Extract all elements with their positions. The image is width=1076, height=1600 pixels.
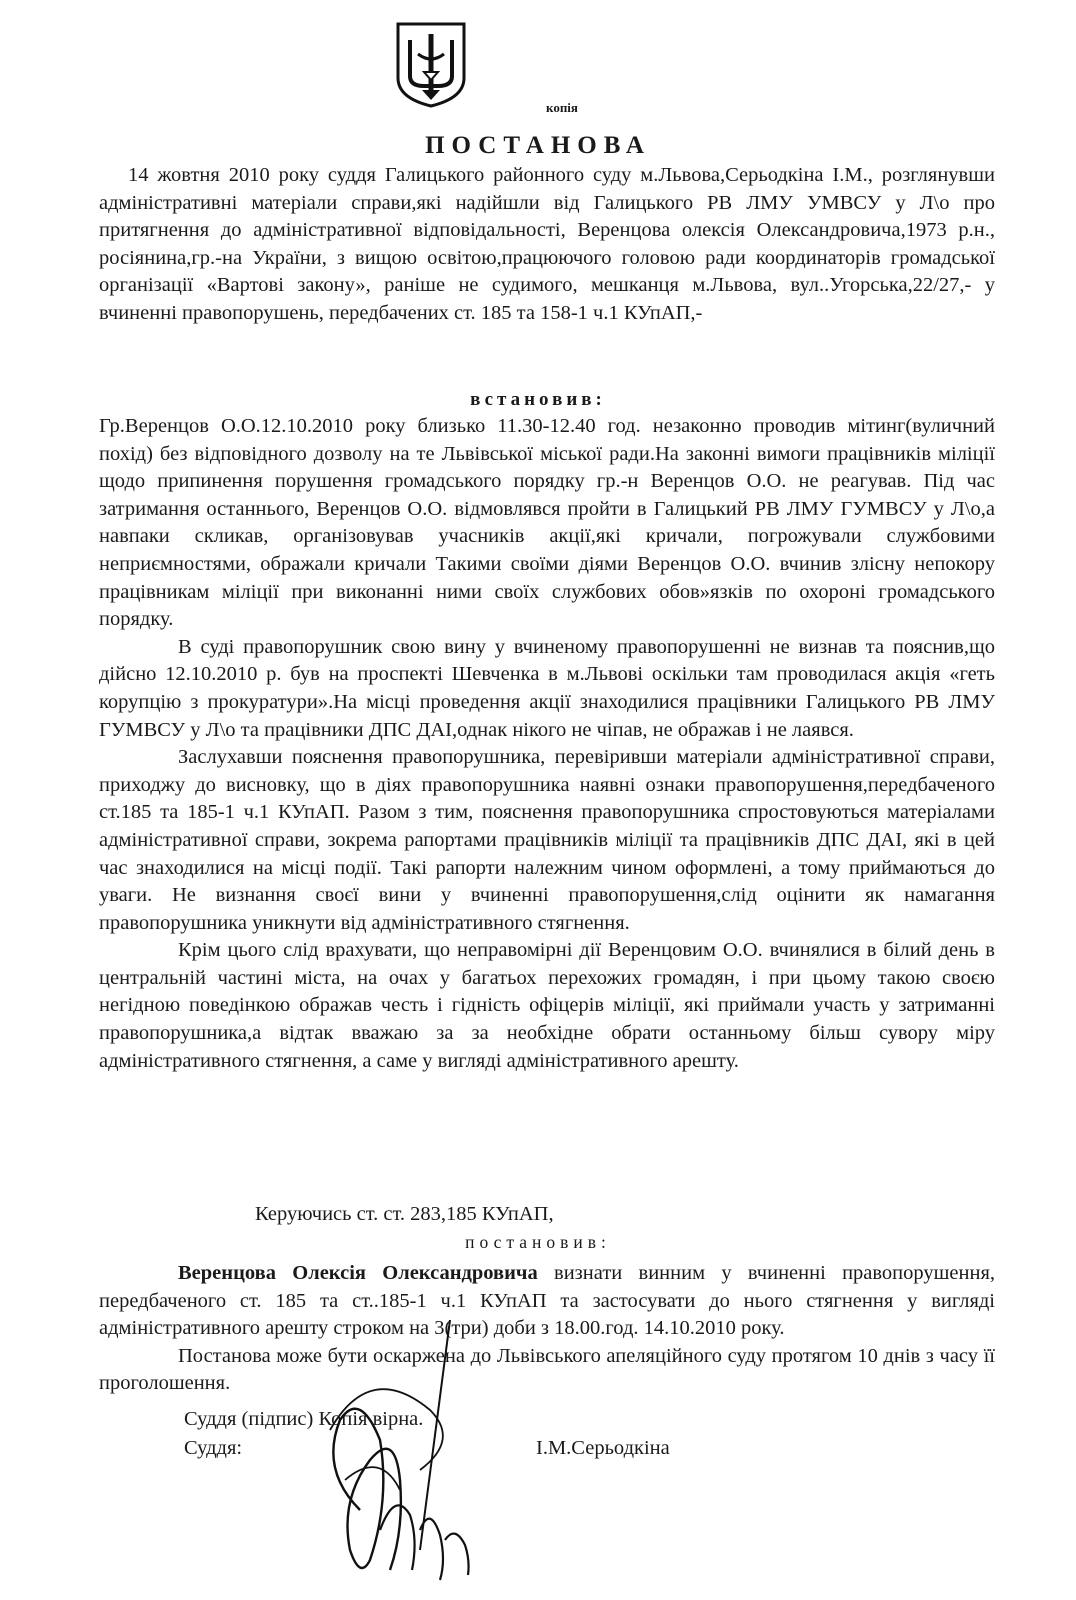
resolved-text: визнати винним у вчиненні правопорушення, передбаченого ст. 185 та ст..185-1 ч.1 КУпАП та застосувати до нього стягнення у вигляді адміністративного арешту строком на 3(три) доби з 18.00.год. 14.10.2010 року. bbox=[99, 1262, 996, 1340]
guided-by-line: Керуючись ст. ст. 283,185 КУпАП, bbox=[255, 1203, 554, 1225]
established-body bbox=[99, 413, 995, 1075]
intro-text: 14 жовтня 2010 року суддя Галицького районного суду м.Львова,Серьодкіна І.М., розглянувши адміністративні матеріали справи,які надійшли від Галицького РВ ЛМУ УМВСУ у Л\о про притягнення до адміністративної відповідальності, Веренцова олексія Олександровича,1973 р.н., росіянина,гр.-на України, з вищою освітою,працюючого головою ради координаторів громадської організації «Вартові закону», раніше не судимого, мешканця м.Львова, вул..Угорська,22/27,- у вчиненні правопорушень, передбачених ст. 185 та 158-1 ч.1 КУпАП,- bbox=[99, 164, 995, 324]
copy-mark: копія bbox=[546, 100, 578, 115]
resolved-heading: постановив: bbox=[465, 1232, 611, 1252]
established-paragraph-1: Гр.Веренцов О.О.12.10.2010 року близько 11.30-12.40 год. незаконно проводив мітинг(вуличний похід) без відповідного дозволу на те Львівської міської ради.На законні вимоги працівників міліції щодо припинення порушення громадського порядку гр.-н Веренцов О.О. не реагував. Під час затримання останнього, Веренцов О.О. відмовлявся пройти в Галицький РВ ЛМУ ГУМВСУ у Л\о,а навпаки скликав, організовував учасників акції,які кричали, погрожували службовими неприємностями, ображали кричали Такими своїми діями Веренцов О.О. вчинив злісну непокору працівникам міліції при виконанні ними своїх службових обов»язків по охороні громадського порядку. bbox=[99, 415, 995, 631]
judge-label: Суддя: bbox=[184, 1437, 243, 1459]
resolved-body bbox=[99, 1260, 995, 1398]
trident-coat-of-arms-icon bbox=[394, 20, 468, 108]
offender-name: Веренцова Олексія Олександровича bbox=[178, 1262, 538, 1284]
judge-name: І.М.Серьодкіна bbox=[536, 1437, 670, 1459]
copy-verified-line: Суддя (підпис) Копія вірна. bbox=[184, 1408, 424, 1430]
document-title: ПОСТАНОВА bbox=[425, 132, 651, 159]
appeal-paragraph: Постанова може бути оскаржена до Львівського апеляційного суду протягом 10 днів з часу її проголошення. bbox=[99, 1344, 995, 1395]
intro-paragraph bbox=[99, 162, 995, 328]
established-paragraph-3: Заслухавши пояснення правопорушника, перевіривши матеріали адміністративної справи, приходжу до висновку, що в діях правопорушника наявні ознаки правопорушення,передбаченого ст.185 та 185-1 ч.1 КУпАП. Разом з тим, пояснення правопорушника спростовуються матеріалами адміністративної справи, зокрема рапортами працівників міліції та працівників ДПС ДАІ, які в цей час знаходилися на місці події. Такі рапорти належним чином оформлені, а тому приймаються до уваги. Не визнання своєї вини у вчиненні правопорушення,слід оцінити як намагання правопорушника уникнути від адміністративного стягнення. bbox=[99, 746, 995, 934]
established-paragraph-4: Крім цього слід врахувати, що неправомірні дії Веренцовим О.О. вчинялися в білий день в центральній частині міста, на очах у багатьох перехожих громадян, і при цьому такою своєю негідною поведінкою ображав честь і гідність офіцерів міліції, які приймали участь у затриманні правопорушника,а відтак вважаю за за необхідне обрати останньому більш сувору міру адміністративного стягнення, а саме у вигляді адміністративного арешту. bbox=[99, 939, 995, 1072]
handwritten-signature-icon bbox=[300, 1300, 490, 1590]
established-paragraph-2: В суді правопорушник свою вину у вчиненому правопорушенні не визнав та пояснив,що дійсно 12.10.2010 р. був на проспекті Шевченка в м.Львові оскільки там проводилася акція «геть корупцію з прокуратури».На місці проведення акції знаходилися працівники Галицького РВ ЛМУ ГУМВСУ у Л\о та працівники ДПС ДАІ,однак нікого не чіпав, не ображав і не лаявся. bbox=[99, 635, 995, 741]
established-heading: встановив: bbox=[470, 389, 606, 410]
